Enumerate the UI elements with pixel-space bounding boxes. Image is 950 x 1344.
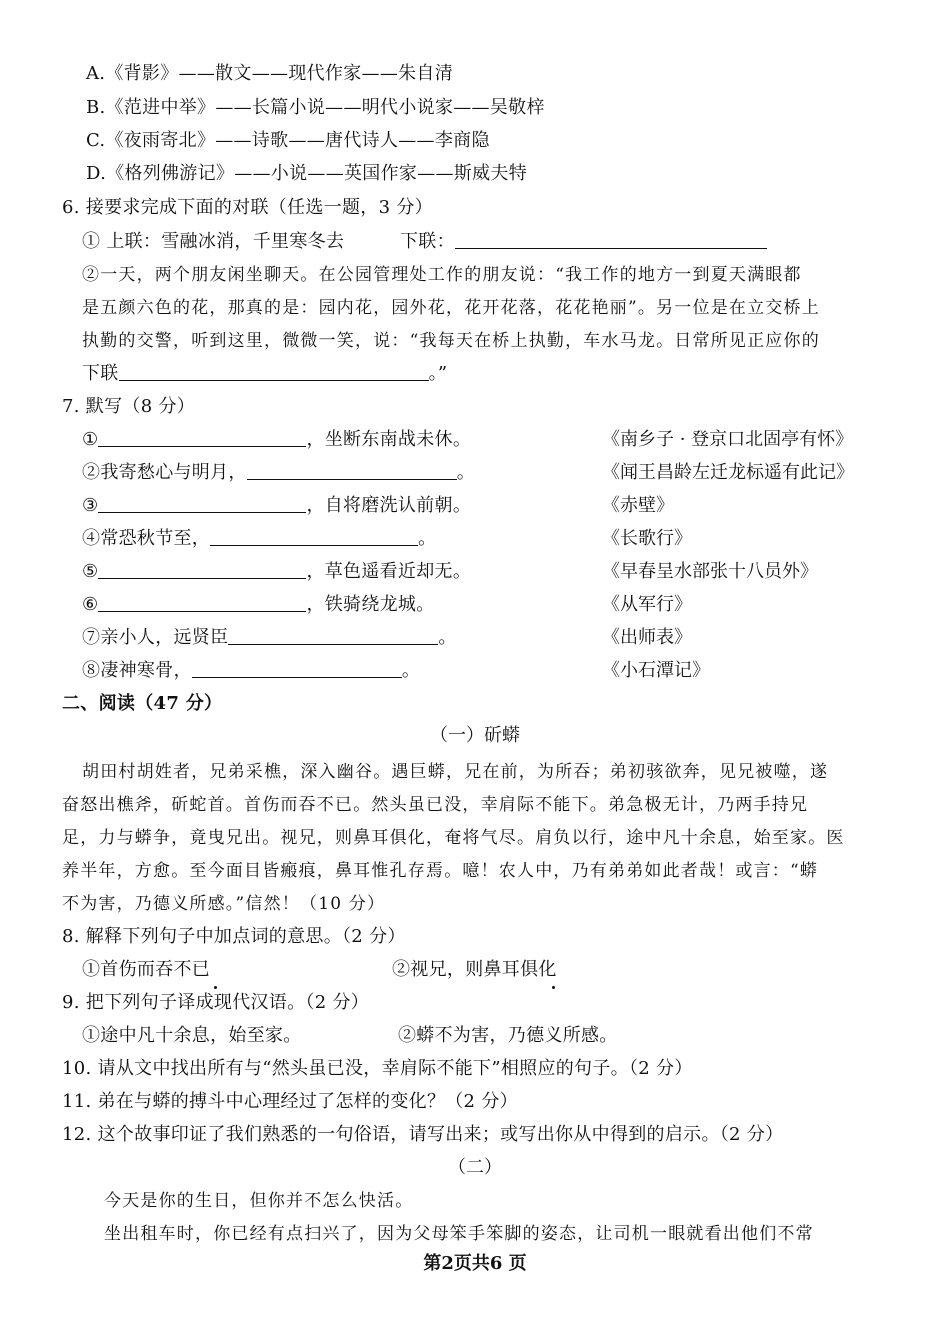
option-a: A.《背影》——散文——现代作家——朱自清	[86, 63, 454, 84]
q6-item2-blank[interactable]	[119, 362, 429, 381]
q9-item-a: ①途中凡十余息，始至家。	[82, 1025, 302, 1046]
passage2-line: 坐出租车时，你已经有点扫兴了，因为父母笨手笨脚的姿态，让司机一眼就看出他们不常	[104, 1224, 814, 1244]
q7-blank[interactable]	[247, 461, 457, 480]
q8-item-a: ①首伤而吞不已	[82, 959, 211, 980]
q9-item-b: ②蟒不为害，乃德义所感。	[398, 1025, 618, 1046]
q8-title: 8. 解释下列句子中加点词的意思。（2 分）	[62, 926, 406, 947]
q7-item: ⑥ ，铁骑绕龙城。	[82, 594, 435, 615]
passage2-title: （二）	[448, 1157, 502, 1178]
q6-item2-line2: 是五颜六色的花，那真的是：园内花，园外花，花开花落，花花艳丽”。另一位是在立交桥上	[82, 298, 820, 318]
option-b: B.《范进中举》——长篇小说——明代小说家——吴敬梓	[86, 97, 545, 118]
q6-lower-label: 下联：	[400, 231, 455, 252]
option-d: D.《格列佛游记》——小说——英国作家——斯威夫特	[86, 163, 528, 184]
q6-lower-blank[interactable]	[455, 230, 767, 249]
q6-item2-line1: ②一天，两个朋友闲坐聊天。在公园管理处工作的朋友说：“我工作的地方一到夏天满眼都	[82, 265, 802, 285]
q7-source: 《闻王昌龄左迁龙标遥有此记》	[602, 462, 854, 483]
q7-blank[interactable]	[210, 527, 418, 546]
q7-blank[interactable]	[98, 560, 306, 579]
option-c: C.《夜雨寄北》——诗歌——唐代诗人——李商隐	[86, 130, 490, 151]
q7-source: 《南乡子 · 登京口北固亭有怀》	[602, 429, 854, 450]
q7-item: ① ，坐断东南战未休。	[82, 429, 472, 450]
q7-item: ③ ，自将磨洗认前朝。	[82, 495, 472, 516]
q11: 11. 弟在与蟒的搏斗中心理经过了怎样的变化？（2 分）	[62, 1091, 518, 1112]
q7-source: 《早春呈水部张十八员外》	[602, 561, 818, 582]
q7-source: 《赤壁》	[602, 495, 674, 516]
q7-blank[interactable]	[192, 659, 402, 678]
passage1-line: 足，力与蟒争，竟曳兄出。视兄，则鼻耳俱化，奄将气尽。肩负以行，途中凡十余息，始至家。医	[62, 828, 845, 848]
passage2-line: 今天是你的生日，但你并不怎么快活。	[104, 1191, 414, 1211]
passage1-line: 养半年，方愈。至今面目皆瘢痕，鼻耳惟孔存焉。噫！农人中，乃有弟弟如此者哉！或言：“蟒	[62, 861, 819, 881]
emphasis-dot	[214, 986, 217, 989]
q7-item: ⑦亲小人，远贤臣 。	[82, 627, 457, 648]
q12: 12. 这个故事印证了我们熟悉的一句俗语，请写出来；或写出你从中得到的启示。（2 分）	[62, 1124, 784, 1145]
passage1-title: （一）斫蟒	[430, 725, 520, 746]
passage1-line: 不为害，乃德义所感。”信然！（10 分）	[62, 894, 386, 914]
q9-title: 9. 把下列句子译成现代汉语。（2 分）	[62, 992, 370, 1013]
q7-source: 《出师表》	[602, 627, 692, 648]
q7-source: 《长歌行》	[602, 528, 692, 549]
q7-blank[interactable]	[98, 428, 306, 447]
q7-item: ②我寄愁心与明月， 。	[82, 462, 476, 483]
q10: 10. 请从文中找出所有与“然头虽已没，幸肩际不能下”相照应的句子。（2 分）	[62, 1058, 693, 1079]
q7-item: ⑧凄神寒骨， 。	[82, 660, 421, 681]
passage1-line: 奋怒出樵斧，斫蛇首。首伤而吞不已。然头虽已没，幸肩际不能下。弟急极无计，乃两手持兄	[62, 795, 809, 815]
q6-lower-couplet	[400, 230, 767, 254]
page-footer: 第2页共6 页	[423, 1253, 527, 1274]
q7-blank[interactable]	[98, 593, 306, 612]
q6-item2-line4: 下联 。”	[82, 363, 448, 384]
q7-source: 《小石潭记》	[602, 660, 710, 681]
q7-blank[interactable]	[98, 494, 306, 513]
q7-item: ⑤ ，草色遥看近却无。	[82, 561, 472, 582]
section2-title: 二、阅读（47 分）	[62, 693, 223, 714]
q7-item: ④常恐秋节至， 。	[82, 528, 437, 549]
passage1-line: 胡田村胡姓者，兄弟采樵，深入幽谷。遇巨蟒，兄在前，为所吞；弟初骇欲奔，见兄被噬，遂	[82, 762, 829, 782]
q6-item2-line3: 执勤的交警，听到这里，微微一笑，说：“我每天在桥上执勤，车水马龙。日常所见正应你的	[82, 331, 820, 351]
emphasis-dot	[552, 986, 555, 989]
q6-title: 6. 接要求完成下面的对联（任选一题，3 分）	[62, 197, 433, 218]
q7-source: 《从军行》	[602, 594, 692, 615]
q8-item-b: ②视兄，则鼻耳俱化	[392, 959, 557, 980]
q6-upper-couplet: ① 上联：雪融冰消，千里寒冬去	[82, 231, 345, 252]
q7-title: 7. 默写（8 分）	[62, 396, 196, 417]
q7-blank[interactable]	[228, 626, 438, 645]
